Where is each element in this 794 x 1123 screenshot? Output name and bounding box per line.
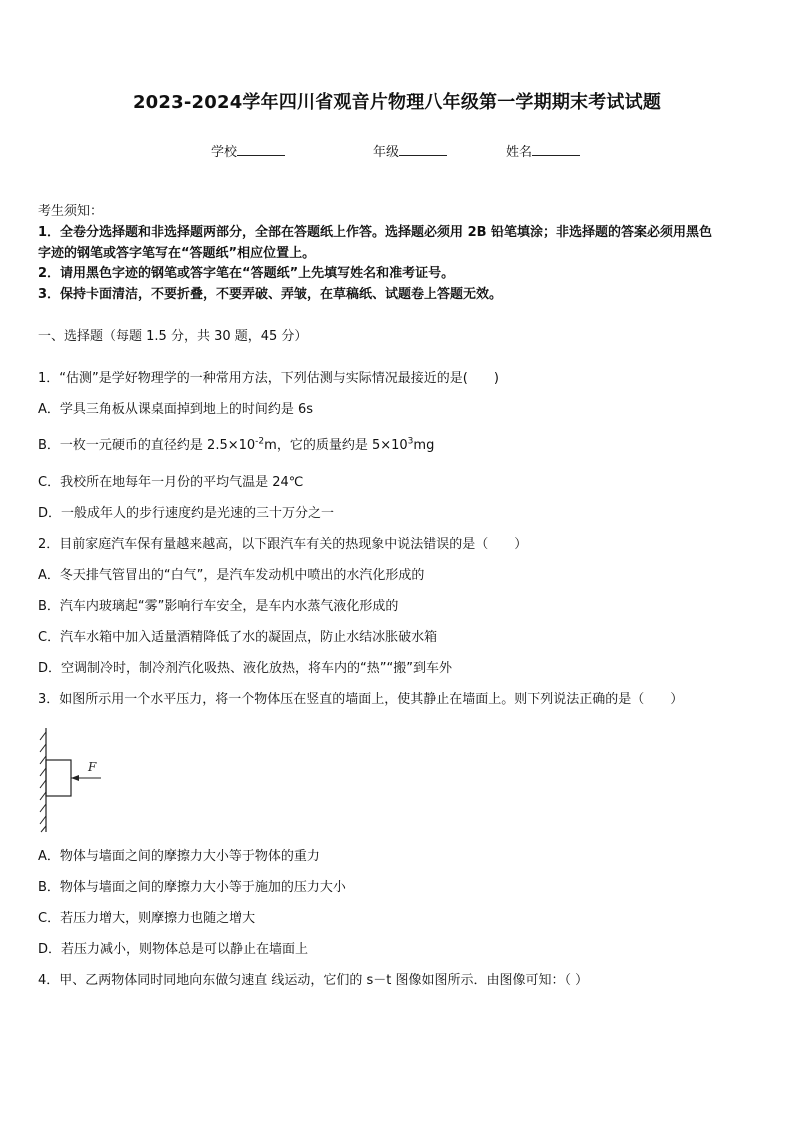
- q1-option-d: D．一般成年人的步行速度约是光速的三十万分之一: [38, 506, 335, 521]
- q3-stem: 3．如图所示用一个水平压力，将一个物体压在竖直的墙面上，使其静止在墙面上。则下列说法正确的是（ ）: [38, 692, 684, 707]
- q1-b-text-1: B．一枚一元硬币的直径约是 2.5×10: [38, 438, 256, 453]
- q3-option-d: D．若压力减小，则物体总是可以静止在墙面上: [38, 942, 309, 957]
- wall-force-figure: [38, 726, 118, 836]
- q3-option-c: C．若压力增大，则摩擦力也随之增大: [38, 911, 256, 926]
- q2-option-c: C．汽车水箱中加入适量酒精降低了水的凝固点，防止水结冰胀破水箱: [38, 630, 438, 645]
- q1-b-exponent-2: 3: [407, 436, 414, 447]
- wall-hatching: [40, 732, 46, 832]
- section-heading: 一、选择题（每题 1.5 分，共 30 题，45 分）: [38, 329, 308, 344]
- grade-blank: [399, 141, 447, 156]
- q1-option-c: C．我校所在地每年一月份的平均气温是 24℃: [38, 475, 304, 490]
- q1-b-text-3: mg: [413, 438, 435, 453]
- q1-b-exponent-1: -2: [255, 436, 265, 447]
- q1-b-text-2: m，它的质量约是 5×10: [264, 438, 408, 453]
- page-title: 2023-2024学年四川省观音片物理八年级第一学期期末考试试题: [132, 92, 662, 113]
- q3-option-b: B．物体与墙面之间的摩擦力大小等于施加的压力大小: [38, 880, 346, 895]
- notice-line-2: 2．请用黑色字迹的钢笔或答字笔在“答题纸”上先填写姓名和准考证号。: [38, 266, 455, 281]
- q2-option-b: B．汽车内玻璃起“雾”影响行车安全，是车内水蒸气液化形成的: [38, 599, 399, 614]
- q1-stem: 1．“估测”是学好物理学的一种常用方法，下列估测与实际情况最接近的是( ): [38, 371, 499, 386]
- q1-option-b: [38, 437, 434, 455]
- name-field: [506, 141, 580, 160]
- q2-option-d: D．空调制冷时，制冷剂汽化吸热、液化放热，将车内的“热”“搬”到车外: [38, 661, 452, 676]
- name-label: 姓名: [506, 145, 533, 160]
- q4-stem: 4．甲、乙两物体同时同地向东做匀速直 线运动，它们的 s－t 图像如图所示．由图像可知：（ ）: [38, 973, 589, 988]
- notice-line-3: 3．保持卡面清洁，不要折叠，不要弄破、弄皱，在草稿纸、试题卷上答题无效。: [38, 287, 503, 302]
- name-blank: [532, 141, 580, 156]
- school-blank: [237, 141, 285, 156]
- grade-label: 年级: [373, 145, 400, 160]
- school-field: [211, 141, 285, 160]
- notice-line-1b: 字迹的钢笔或答字笔写在“答题纸”相应位置上。: [38, 246, 316, 261]
- block-object: [46, 760, 71, 796]
- force-label: F: [88, 760, 97, 774]
- q3-option-a: A．物体与墙面之间的摩擦力大小等于物体的重力: [38, 849, 320, 864]
- q1-option-a: A．学具三角板从课桌面掉到地上的时间约是 6s: [38, 402, 314, 417]
- force-arrow-head: [71, 775, 79, 781]
- notice-line-1: 1．全卷分选择题和非选择题两部分，全部在答题纸上作答。选择题必须用 2B 铅笔填涂；非选择题的答案必须用黑色: [38, 225, 713, 240]
- student-info-row: [0, 141, 794, 161]
- grade-field: [373, 141, 447, 160]
- school-label: 学校: [211, 145, 238, 160]
- q2-option-a: A．冬天排气管冒出的“白气”，是汽车发动机中喷出的水汽化形成的: [38, 568, 425, 583]
- q2-stem: 2．目前家庭汽车保有量越来越高，以下跟汽车有关的热现象中说法错误的是（ ）: [38, 537, 528, 552]
- notice-heading: 考生须知：: [38, 204, 104, 219]
